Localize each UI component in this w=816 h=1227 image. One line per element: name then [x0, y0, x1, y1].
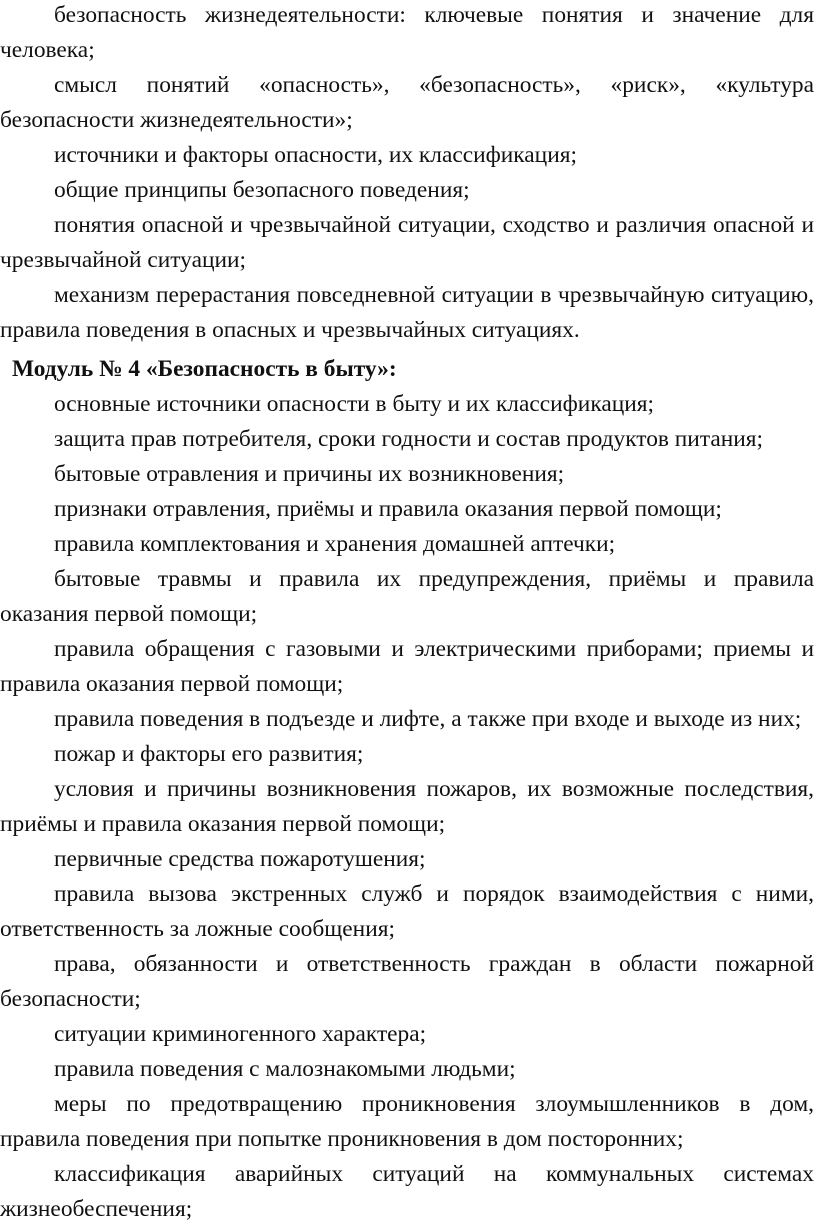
list-item: безопасность жизнедеятельности: ключевые понятия и значение для человека;	[0, 2, 814, 63]
list-item: источники и факторы опасности, их классификация;	[54, 142, 577, 168]
list-item: смысл понятий «опасность», «безопасность», «риск», «культура безопасности жизнедеятельности»;	[0, 72, 814, 133]
list-item: бытовые травмы и правила их предупреждения, приёмы и правила оказания первой помощи;	[0, 566, 814, 627]
list-item: правила поведения в подъезде и лифте, а также при входе и выходе из них;	[54, 706, 802, 732]
topics-block	[0, 0, 814, 348]
list-item: основные источники опасности в быту и их классификация;	[54, 391, 655, 417]
list-item: механизм перерастания повседневной ситуации в чрезвычайную ситуацию, правила поведения в опасных и чрезвычайных ситуациях.	[0, 282, 814, 343]
list-item: права, обязанности и ответственность граждан в области пожарной безопасности;	[0, 951, 814, 1012]
list-item: правила обращения с газовыми и электрическими приборами; приемы и правила оказания первой помощи;	[0, 636, 814, 697]
module-heading: Модуль № 4 «Безопасность в быту»:	[12, 356, 397, 382]
module-topics-list	[0, 387, 814, 1227]
list-item: пожар и факторы его развития;	[54, 741, 364, 767]
list-item: правила комплектования и хранения домашней аптечки;	[54, 531, 616, 557]
list-item: понятия опасной и чрезвычайной ситуации, сходство и различия опасной и чрезвычайной ситуации;	[0, 212, 814, 273]
list-item: защита прав потребителя, сроки годности и состав продуктов питания;	[54, 426, 764, 452]
list-item: бытовые отравления и причины их возникновения;	[54, 461, 565, 487]
list-item: классификация аварийных ситуаций на коммунальных системах жизнеобеспечения;	[0, 1161, 814, 1222]
list-item: первичные средства пожаротушения;	[54, 846, 426, 872]
list-item: правила поведения с малознакомыми людьми;	[54, 1056, 516, 1082]
list-item: меры по предотвращению проникновения злоумышленников в дом, правила поведения при попытке проникновения в дом посторонних;	[0, 1091, 814, 1152]
list-item: условия и причины возникновения пожаров, их возможные последствия, приёмы и правила оказания первой помощи;	[0, 776, 814, 837]
list-item: правила вызова экстренных служб и порядок взаимодействия с ними, ответственность за ложные сообщения;	[0, 881, 814, 942]
list-item: признаки отравления, приёмы и правила оказания первой помощи;	[54, 496, 722, 522]
list-item: ситуации криминогенного характера;	[54, 1021, 427, 1047]
list-item: общие принципы безопасного поведения;	[54, 177, 470, 203]
